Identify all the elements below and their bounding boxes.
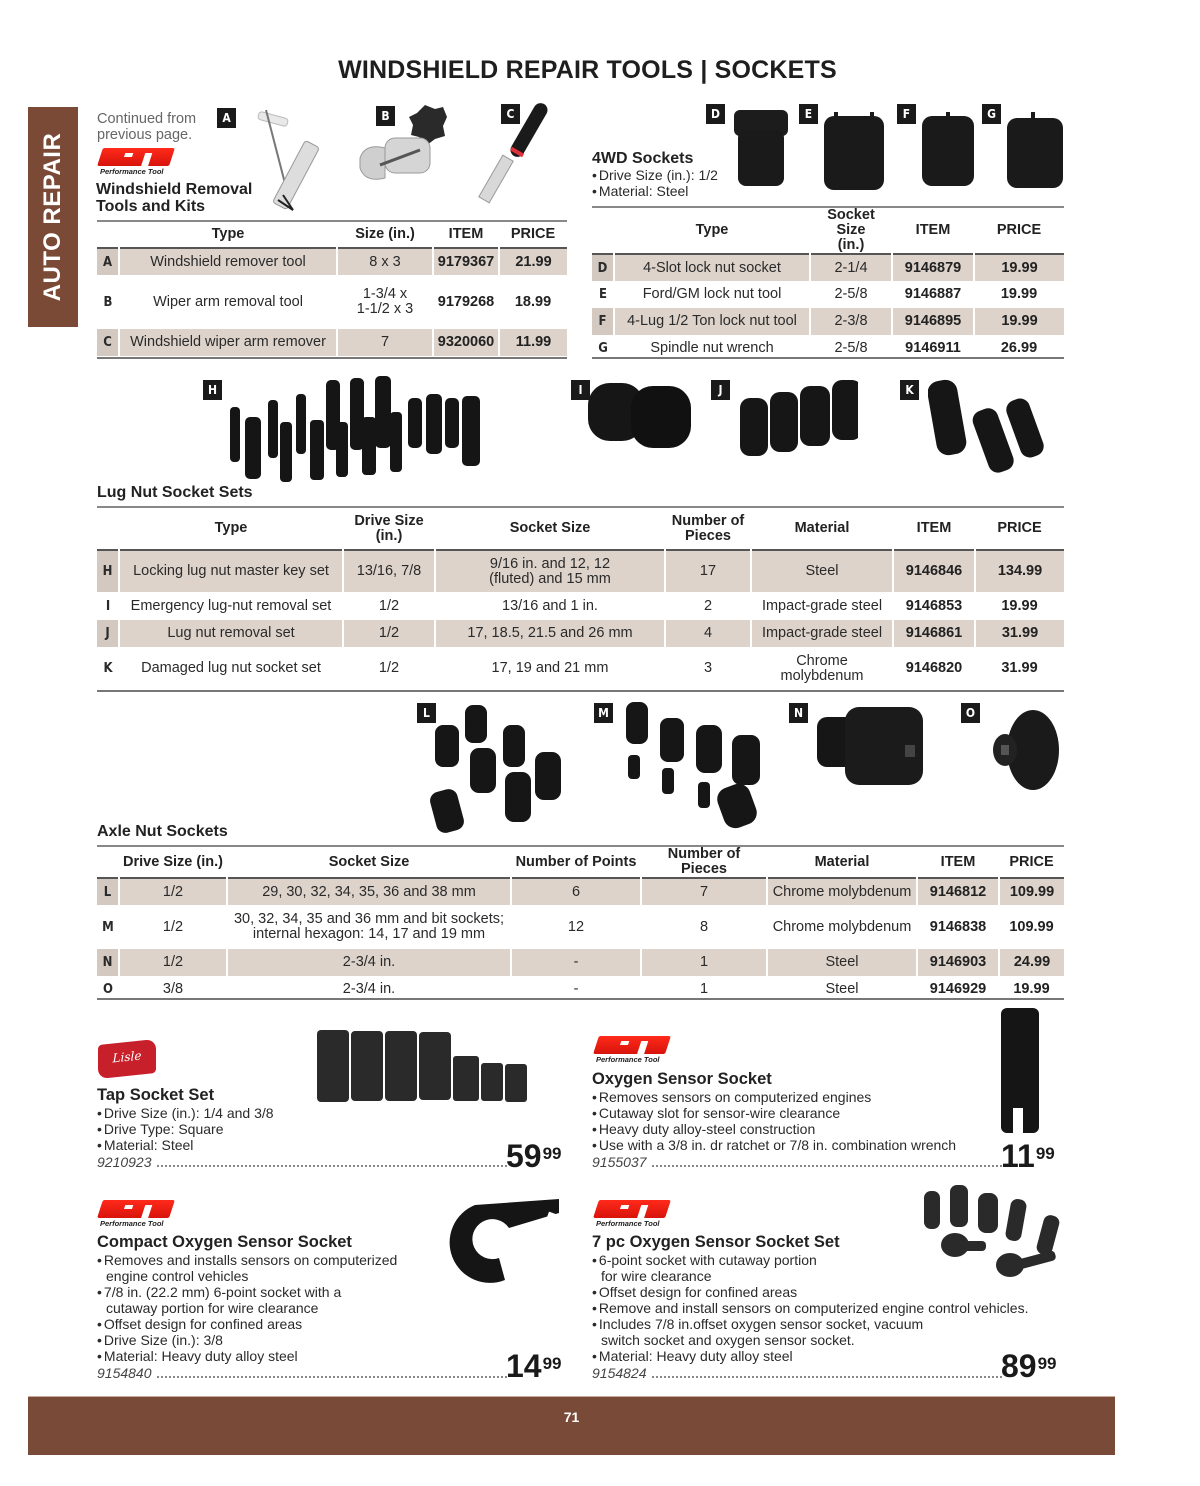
row-letter: A <box>97 248 119 275</box>
row-pieces: 2 <box>703 597 713 614</box>
promo-title: 7 pc Oxygen Sensor Socket Set <box>592 1233 840 1251</box>
row-size: 2-5/8 <box>834 286 868 302</box>
col-item: ITEM <box>915 222 951 238</box>
promo-bullets <box>97 1252 397 1364</box>
col-price: PRICE <box>1009 853 1054 870</box>
promo-bullets <box>592 1252 1028 1364</box>
col-socket-size: Socket Size <box>509 520 591 536</box>
col-letter <box>97 847 119 878</box>
row-item: 9146895 <box>892 308 974 335</box>
row-item: 9146887 <box>904 286 962 302</box>
row-price: 19.99 <box>974 254 1064 281</box>
tap-socket-set-image <box>315 1028 530 1103</box>
row-type: Windshield wiper arm remover <box>119 329 337 356</box>
row-size: 2-3/8 <box>810 308 892 335</box>
row-item: 9146853 <box>905 597 963 614</box>
row-points: - <box>573 981 579 997</box>
table-row <box>592 308 1064 335</box>
continued-note-line: previous page. <box>97 127 193 143</box>
image-label-m: M <box>594 703 613 723</box>
bullet: • Heavy duty alloy-steel construction <box>592 1121 956 1137</box>
performance-tool-logo: Performance Tool <box>100 1200 180 1230</box>
row-item: 9179268 <box>437 293 495 310</box>
lugnut-table <box>97 508 1064 690</box>
table-row <box>97 592 1064 620</box>
image-label-o: O <box>961 703 980 723</box>
windshield-wiper-arm-remover-image <box>460 100 570 210</box>
table-rule <box>97 357 567 359</box>
col-material: Material <box>814 853 870 870</box>
fourwd-table <box>592 208 1064 362</box>
image-label-b: B <box>376 106 395 126</box>
col-socket-size: Socket Size (in.) <box>827 207 875 253</box>
col-item: ITEM <box>916 520 952 536</box>
col-socket-size: Socket Size <box>328 853 410 870</box>
row-socket: 9/16 in. and 12, 12 (fluted) and 15 mm <box>435 550 665 592</box>
row-letter: K <box>103 661 113 676</box>
table-row <box>97 905 1064 949</box>
row-socket: 17, 18.5, 21.5 and 26 mm <box>435 620 665 647</box>
col-type: Type <box>211 226 245 242</box>
leader-dots <box>652 1376 1002 1378</box>
row-pieces: 1 <box>699 981 709 997</box>
image-label-n: N <box>789 703 808 723</box>
row-item: 9146812 <box>917 878 999 905</box>
footer-bar <box>28 1396 1115 1455</box>
image-label-h: H <box>203 380 222 400</box>
bullet: • 7/8 in. (22.2 mm) 6-point socket with a <box>97 1284 397 1300</box>
axle-nut-socket-n-image <box>815 705 925 785</box>
row-letter: G <box>598 341 608 356</box>
section-tab-auto-repair <box>28 107 78 327</box>
promo-title: Compact Oxygen Sensor Socket <box>97 1233 352 1251</box>
bullet: • Removes sensors on computerized engines <box>592 1089 956 1105</box>
row-price: 31.99 <box>1001 660 1038 676</box>
performance-tool-logo: Performance Tool <box>596 1200 676 1230</box>
row-size: 1-3/4 x 1-1/2 x 3 <box>356 286 414 317</box>
four-slot-socket-image <box>730 108 790 190</box>
promo-price: $14^{99}$ <box>506 1348 562 1384</box>
bullet: • Remove and install sensors on computerized engine control vehicles. <box>592 1300 1028 1316</box>
bullet: • Drive Size (in.): 1/2 <box>592 167 718 183</box>
row-item: 9146911 <box>905 340 961 356</box>
spindle-nut-wrench-image <box>1005 112 1065 190</box>
row-socket: 2-3/4 in. <box>227 949 511 976</box>
table-rule <box>97 690 1064 692</box>
bullet-continued: for wire clearance <box>601 1268 712 1284</box>
lisle-logo: Lisle <box>98 1039 156 1079</box>
ford-gm-lock-nut-tool-image <box>822 112 886 192</box>
emergency-removal-set-image <box>583 378 698 453</box>
image-label-g: G <box>982 104 1001 124</box>
windshield-section-title <box>96 181 252 215</box>
col-price: PRICE <box>510 226 556 242</box>
table-row <box>97 647 1064 690</box>
wiper-arm-removal-tool-image <box>355 100 470 210</box>
promo-price: $89^{99}$ <box>1001 1348 1057 1384</box>
row-material: Impact-grade steel <box>751 620 893 647</box>
row-drive: 3/8 <box>162 981 184 997</box>
col-points: Number of Points <box>515 853 637 870</box>
row-material: Chrome molybdenum <box>772 918 912 935</box>
bullet: • Use with a 3/8 in. dr ratchet or 7/8 in. combination wrench <box>592 1137 956 1153</box>
bullet-continued: switch socket and oxygen sensor socket. <box>601 1332 855 1348</box>
promo-item-number: 9154824 <box>592 1365 647 1381</box>
col-type: Type <box>214 520 248 536</box>
row-pieces: 17 <box>665 550 751 592</box>
row-item: 9146903 <box>917 949 999 976</box>
image-label-l: L <box>417 703 436 723</box>
row-letter: B <box>103 294 113 310</box>
bullet: • Material: Steel <box>97 1137 274 1153</box>
table-row <box>97 329 567 356</box>
master-key-set-image <box>220 372 520 482</box>
row-size: 2-5/8 <box>834 340 868 356</box>
row-price: 24.99 <box>999 949 1064 976</box>
table-row <box>97 248 567 275</box>
table-row <box>97 275 567 329</box>
image-label-d: D <box>706 104 725 124</box>
promo-item-number: 9210923 <box>97 1154 152 1170</box>
row-type: Wiper arm removal tool <box>153 293 303 310</box>
row-item: 9179367 <box>433 248 499 275</box>
row-price: 19.99 <box>974 308 1064 335</box>
bullet: • Includes 7/8 in.offset oxygen sensor socket, vacuum <box>592 1316 1028 1332</box>
col-pieces: Number of Pieces <box>671 512 745 544</box>
bullet: • Offset design for confined areas <box>592 1284 1028 1300</box>
row-points: - <box>511 949 641 976</box>
image-label-k: K <box>900 380 919 400</box>
row-price: 109.99 <box>999 878 1064 905</box>
image-label-i: I <box>571 380 590 400</box>
image-label-f: F <box>897 104 916 124</box>
col-drive-size: Drive Size (in.) <box>354 512 424 544</box>
col-letter <box>97 222 119 248</box>
leader-dots <box>157 1376 507 1378</box>
windshield-table <box>97 222 567 356</box>
row-material: Steel <box>825 981 859 997</box>
fourwd-bullets <box>592 167 718 199</box>
row-item: 9146861 <box>893 620 975 647</box>
oxygen-sensor-socket-image <box>995 1008 1045 1133</box>
row-type: Damaged lug nut socket set <box>141 660 321 676</box>
row-item: 9146846 <box>893 550 975 592</box>
row-price: 19.99 <box>1000 286 1038 302</box>
col-pieces: Number of Pieces <box>667 846 741 877</box>
row-type: Lug nut removal set <box>119 620 343 647</box>
lugnut-section-title: Lug Nut Socket Sets <box>97 484 253 501</box>
row-price: 19.99 <box>1001 597 1038 614</box>
row-letter: H <box>97 550 119 592</box>
bullet: • Material: Steel <box>592 183 718 199</box>
table-row <box>97 949 1064 976</box>
continued-note-line: Continued from <box>97 111 197 127</box>
row-price: 134.99 <box>975 550 1064 592</box>
row-price: 18.99 <box>514 293 552 310</box>
row-letter: C <box>97 329 119 356</box>
promo-bullets <box>97 1105 274 1153</box>
row-type: 4-Lug 1/2 Ton lock nut tool <box>614 308 810 335</box>
row-letter: N <box>97 949 119 976</box>
row-drive: 1/2 <box>119 878 227 905</box>
promo-title: Tap Socket Set <box>97 1086 215 1104</box>
col-price: PRICE <box>997 520 1042 536</box>
page-number: 71 <box>563 1409 580 1425</box>
row-item: 9320060 <box>433 329 499 356</box>
row-material: Steel <box>751 550 893 592</box>
row-size: 7 <box>337 329 433 356</box>
col-type: Type <box>695 222 729 238</box>
row-pieces: 1 <box>641 949 767 976</box>
col-item: ITEM <box>940 853 976 870</box>
table-row <box>592 281 1064 308</box>
row-material: Chrome molybdenum <box>767 878 917 905</box>
image-label-e: E <box>799 104 818 124</box>
row-type: Ford/GM lock nut tool <box>642 286 782 302</box>
col-material: Material <box>794 520 850 536</box>
page-title: WINDSHIELD REPAIR TOOLS | SOCKETS <box>338 56 837 84</box>
leader-dots <box>652 1165 1002 1167</box>
row-price: 109.99 <box>1009 918 1054 935</box>
bullet: • Removes and installs sensors on computerized <box>97 1252 397 1268</box>
fourwd-section-title: 4WD Sockets <box>592 150 694 167</box>
row-item: 9146820 <box>905 660 963 676</box>
section-tab-label: AUTO REPAIR <box>39 132 66 302</box>
bullet: • 6-point socket with cutaway portion <box>592 1252 1028 1268</box>
row-points: 6 <box>511 878 641 905</box>
row-size: 2-1/4 <box>810 254 892 281</box>
axle-section-title: Axle Nut Sockets <box>97 823 228 840</box>
table-row <box>97 620 1064 647</box>
row-letter: I <box>105 598 111 614</box>
row-pieces: 4 <box>665 620 751 647</box>
row-letter: D <box>592 254 614 281</box>
title-line: Tools and Kits <box>96 198 206 215</box>
row-type: Locking lug nut master key set <box>119 550 343 592</box>
row-type: Emergency lug-nut removal set <box>130 597 332 614</box>
row-price: 11.99 <box>499 329 567 356</box>
row-letter: F <box>592 308 614 335</box>
col-size: Size (in.) <box>355 226 415 242</box>
damaged-lug-nut-socket-set-image <box>928 378 1068 483</box>
table-row <box>97 550 1064 592</box>
windshield-remover-tool-image <box>238 100 358 215</box>
col-item: ITEM <box>448 226 484 242</box>
row-letter: O <box>103 982 113 997</box>
bullet-continued: engine control vehicles <box>106 1268 249 1284</box>
promo-price: $59^{99}$ <box>506 1138 562 1174</box>
row-socket: 13/16 and 1 in. <box>502 597 598 614</box>
performance-tool-logo: Performance Tool <box>596 1036 676 1066</box>
bullet: • Drive Type: Square <box>97 1121 274 1137</box>
row-price: 31.99 <box>975 620 1064 647</box>
row-material: Chrome molybdenum <box>780 652 864 684</box>
row-drive: 1/2 <box>378 660 400 676</box>
four-lug-lock-nut-tool-image <box>920 112 976 188</box>
bullet: • Material: Heavy duty alloy steel <box>592 1348 1028 1364</box>
table-row <box>97 878 1064 905</box>
image-label-c: C <box>501 104 520 124</box>
row-item: 9146929 <box>929 981 987 997</box>
row-item: 9146838 <box>929 918 987 935</box>
col-drive-size: Drive Size (in.) <box>123 853 223 870</box>
continued-note <box>97 111 196 143</box>
bullet: • Offset design for confined areas <box>97 1316 397 1332</box>
row-socket: 17, 19 and 21 mm <box>491 660 609 676</box>
promo-price: $11^{99}$ <box>1001 1138 1055 1174</box>
row-drive: 1/2 <box>343 620 435 647</box>
row-drive: 1/2 <box>378 597 400 614</box>
leader-dots <box>157 1165 507 1167</box>
promo-bullets <box>592 1089 956 1153</box>
axle-socket-set-l-image <box>425 700 585 835</box>
row-socket: 2-3/4 in. <box>342 981 396 997</box>
row-letter: M <box>102 919 114 935</box>
row-drive: 1/2 <box>162 918 184 935</box>
bullet-continued: cutaway portion for wire clearance <box>106 1300 319 1316</box>
row-socket: 30, 32, 34, 35 and 36 mm and bit sockets; internal hexagon: 14, 17 and 19 mm <box>233 911 505 942</box>
row-letter: J <box>97 620 119 647</box>
promo-title: Oxygen Sensor Socket <box>592 1070 772 1088</box>
bullet: • Material: Heavy duty alloy steel <box>97 1348 397 1364</box>
row-drive: 13/16, 7/8 <box>343 550 435 592</box>
row-type: 4-Slot lock nut socket <box>614 254 810 281</box>
table-rule <box>97 998 1064 1000</box>
row-material: Impact-grade steel <box>761 597 883 614</box>
row-letter: E <box>599 287 607 302</box>
col-letter <box>592 208 614 254</box>
col-letter <box>97 508 119 550</box>
row-pieces: 3 <box>703 660 713 676</box>
row-price: 21.99 <box>499 248 567 275</box>
row-points: 12 <box>567 918 585 935</box>
table-rule <box>592 357 1064 359</box>
promo-item-number: 9155037 <box>592 1154 647 1170</box>
bullet: • Cutaway slot for sensor-wire clearance <box>592 1105 956 1121</box>
promo-item-number: 9154840 <box>97 1365 152 1381</box>
row-socket: 29, 30, 32, 34, 35, 36 and 38 mm <box>227 878 511 905</box>
image-label-a: A <box>217 108 236 128</box>
row-drive: 1/2 <box>119 949 227 976</box>
row-pieces: 8 <box>699 918 709 935</box>
row-type: Windshield remover tool <box>119 248 337 275</box>
col-price: PRICE <box>996 222 1042 238</box>
bullet: • Drive Size (in.): 3/8 <box>97 1332 397 1348</box>
lug-nut-removal-set-image <box>738 378 858 458</box>
performance-tool-logo: Performance Tool <box>100 148 180 178</box>
axle-nut-socket-o-image <box>985 705 1065 795</box>
row-size: 8 x 3 <box>337 248 433 275</box>
row-material: Steel <box>767 949 917 976</box>
row-item: 9146879 <box>892 254 974 281</box>
row-price: 19.99 <box>1013 981 1050 997</box>
bullet: • Drive Size (in.): 1/4 and 3/8 <box>97 1105 274 1121</box>
row-pieces: 7 <box>641 878 767 905</box>
row-type: Spindle nut wrench <box>650 340 774 356</box>
axle-socket-set-m-image <box>620 700 775 840</box>
title-line: Windshield Removal <box>96 181 253 198</box>
image-label-j: J <box>711 380 730 400</box>
row-letter: L <box>97 878 119 905</box>
table-row <box>592 254 1064 281</box>
row-price: 26.99 <box>1000 340 1038 356</box>
compact-oxygen-sensor-socket-image <box>435 1195 580 1300</box>
axle-table <box>97 847 1064 1003</box>
